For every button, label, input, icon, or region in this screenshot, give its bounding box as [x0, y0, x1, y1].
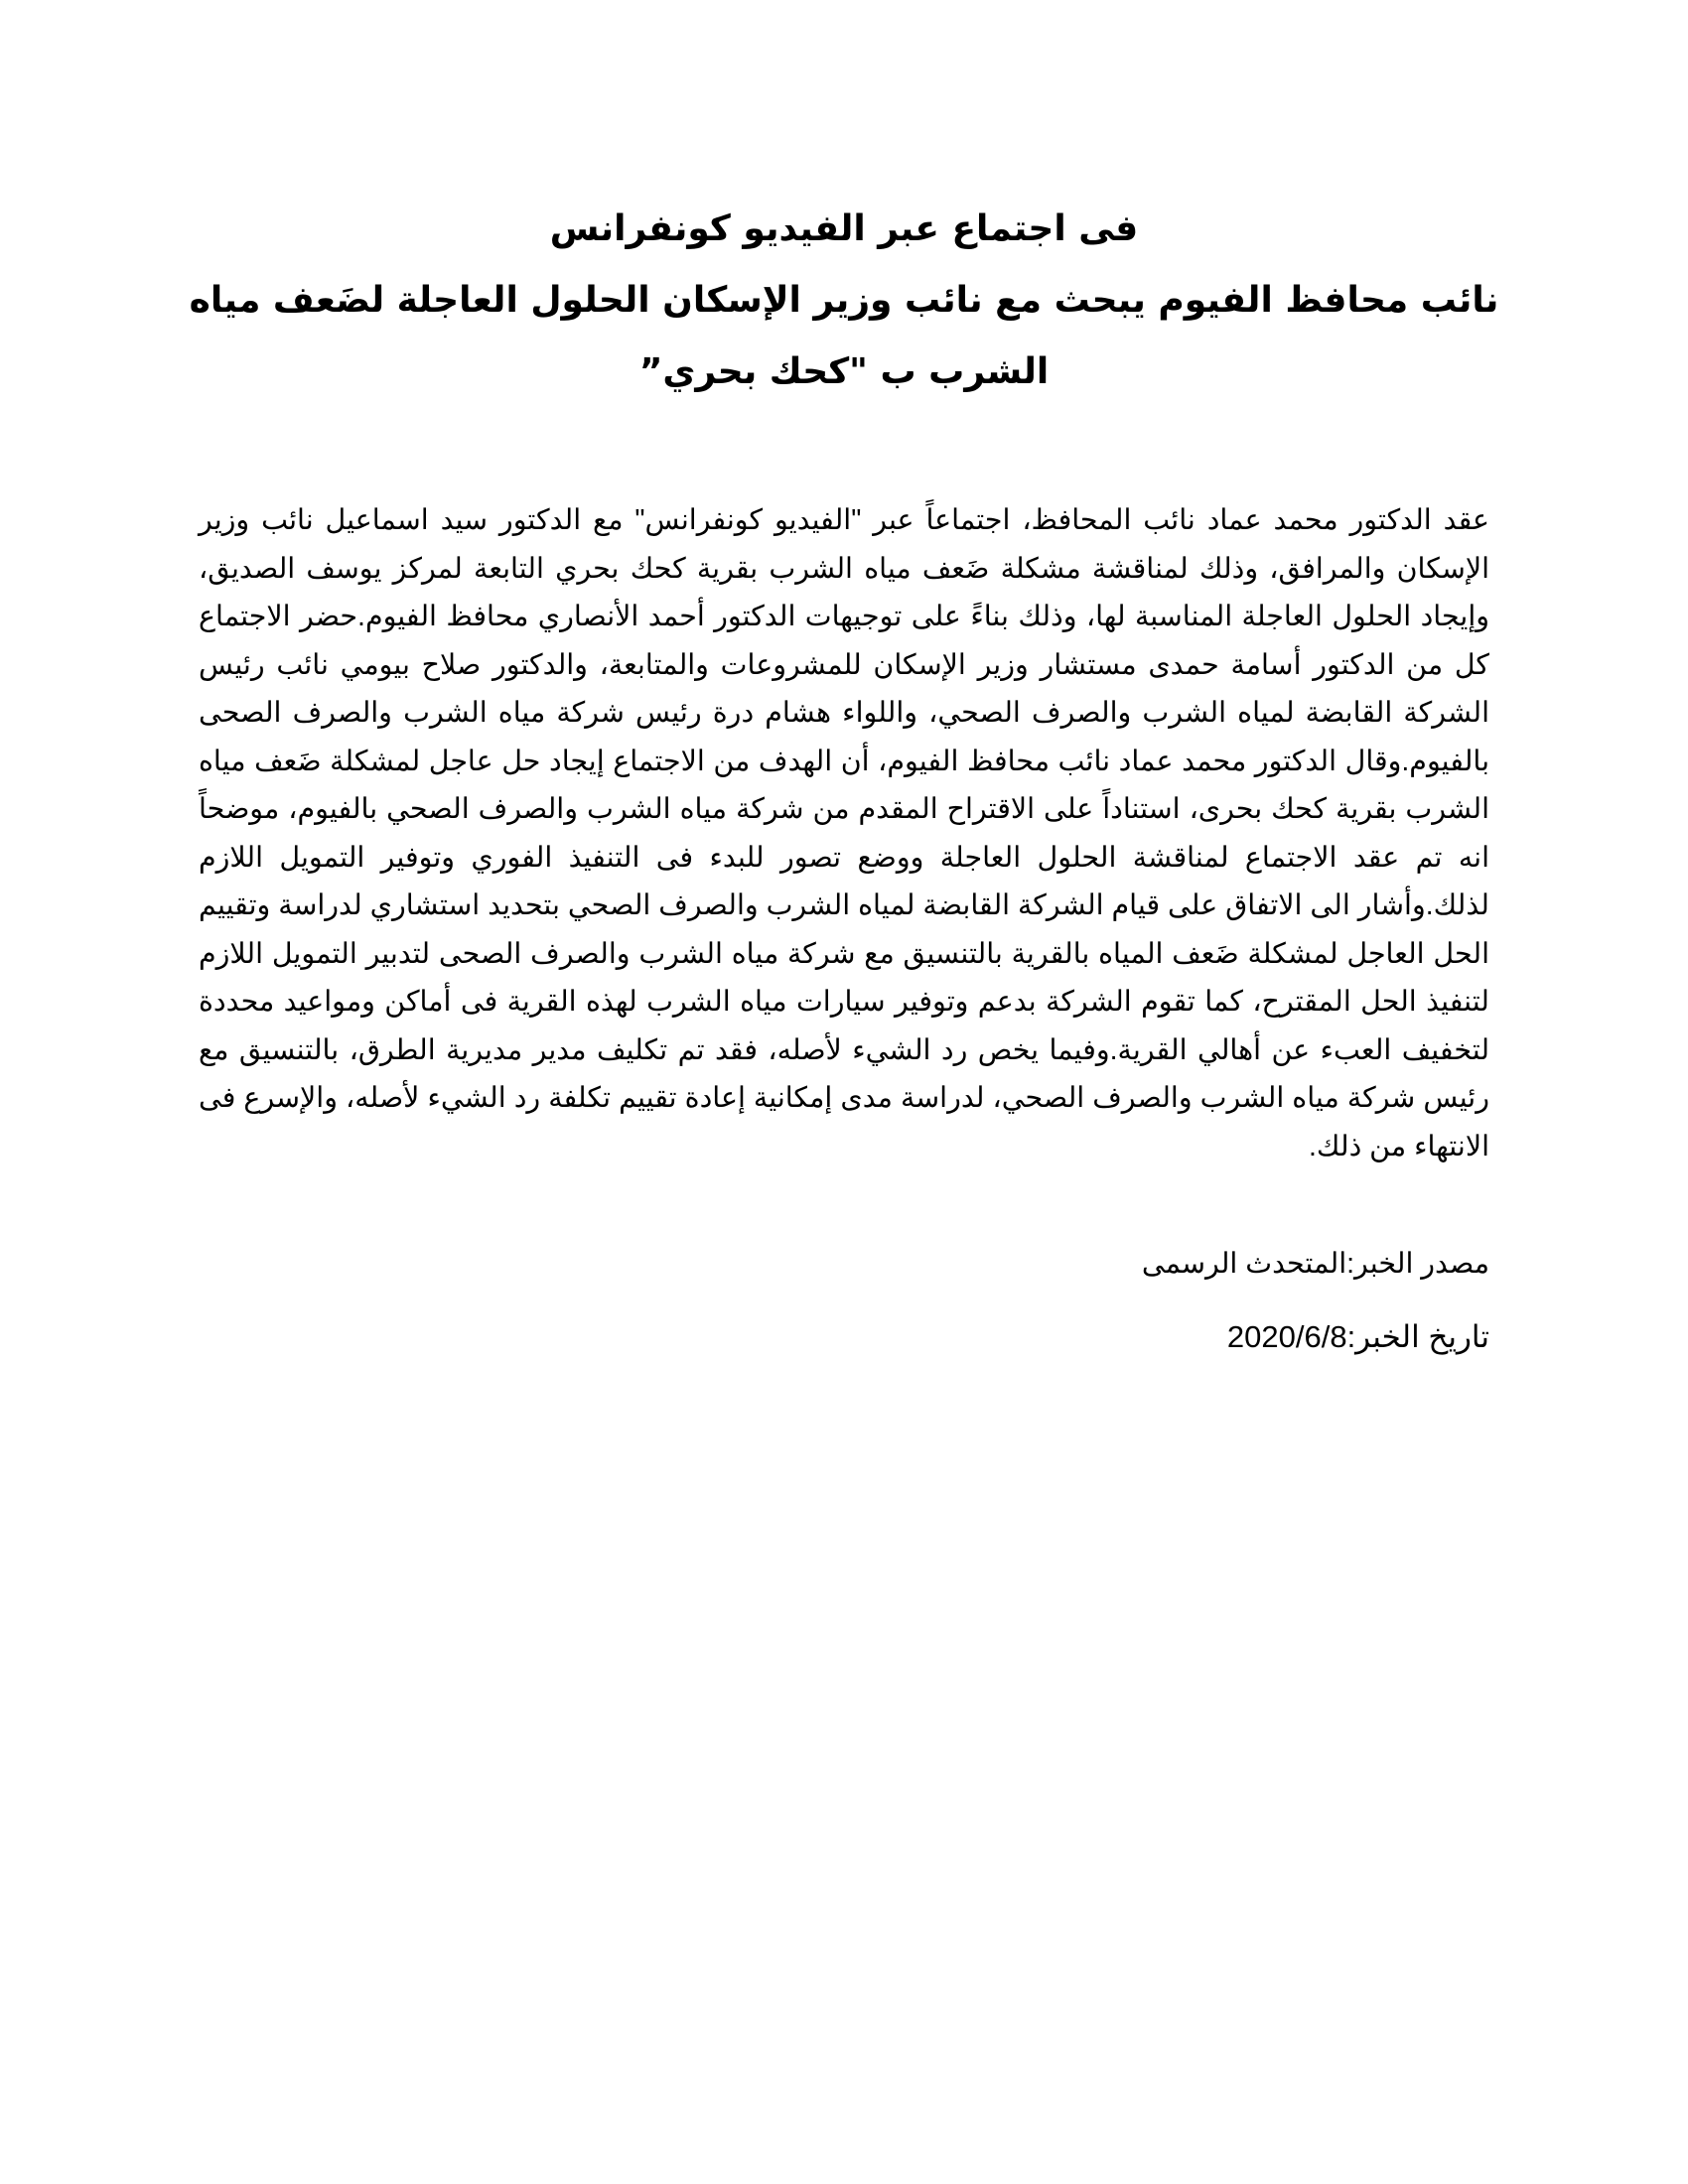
title-line-1: فى اجتماع عبر الفيديو كونفرانس: [549, 208, 1139, 249]
news-source-value: المتحدث الرسمى: [1141, 1248, 1347, 1280]
title-line-2: نائب محافظ الفيوم يبحث مع نائب وزير الإسكان الحلول العاجلة لضَعف مياه: [189, 280, 1499, 321]
title-line-3: الشرب ب "كحك بحري”: [638, 351, 1050, 392]
news-source: [199, 1244, 1489, 1284]
news-date-label: تاريخ الخبر:: [1346, 1319, 1489, 1354]
news-source-label: مصدر الخبر:: [1346, 1248, 1489, 1280]
news-date-value: 2020/6/8: [1226, 1319, 1347, 1354]
article-body: عقد الدكتور محمد عماد نائب المحافظ، اجتماعاً عبر "الفيديو كونفرانس" مع الدكتور سيد اسماعيل نائب وزير الإسكان والمرافق، وذلك لمناقشة مشكلة ضَعف مياه الشرب بقرية كحك بحري التابعة لمركز يوسف الصديق، وإيجاد الحلول العاجلة المناسبة لها، وذلك بناءً على توجيهات الدكتور أحمد الأنصاري محافظ الفيوم.حضر الاجتماع كل من الدكتور أسامة حمدى مستشار وزير الإسكان للمشروعات والمتابعة، والدكتور صلاح بيومي نائب رئيس الشركة القابضة لمياه الشرب والصرف الصحي، واللواء هشام درة رئيس شركة مياه الشرب والصرف الصحى بالفيوم.وقال الدكتور محمد عماد نائب محافظ الفيوم، أن الهدف من الاجتماع إيجاد حل عاجل لمشكلة ضَعف مياه الشرب بقرية كحك بحرى، استناداً على الاقتراح المقدم من شركة مياه الشرب والصرف الصحي بالفيوم، موضحاً انه تم عقد الاجتماع لمناقشة الحلول العاجلة ووضع تصور للبدء فى التنفيذ الفوري وتوفير التمويل اللازم لذلك.وأشار الى الاتفاق على قيام الشركة القابضة لمياه الشرب والصرف الصحي بتحديد استشاري لدراسة وتقييم الحل العاجل لمشكلة ضَعف المياه بالقرية بالتنسيق مع شركة مياه الشرب والصرف الصحى لتدبير التمويل اللازم لتنفيذ الحل المقترح، كما تقوم الشركة بدعم وتوفير سيارات مياه الشرب لهذه القرية فى أماكن ومواعيد محددة لتخفيف العبء عن أهالي القرية.وفيما يخص رد الشيء لأصله، فقد تم تكليف مدير مديرية الطرق، بالتنسيق مع رئيس شركة مياه الشرب والصرف الصحي، لدراسة مدى إمكانية إعادة تقييم تكلفة رد الشيء لأصله، والإسرع فى الانتهاء من ذلك.: [199, 504, 1489, 1162]
news-date: [199, 1317, 1489, 1357]
article-title: [149, 194, 1539, 408]
